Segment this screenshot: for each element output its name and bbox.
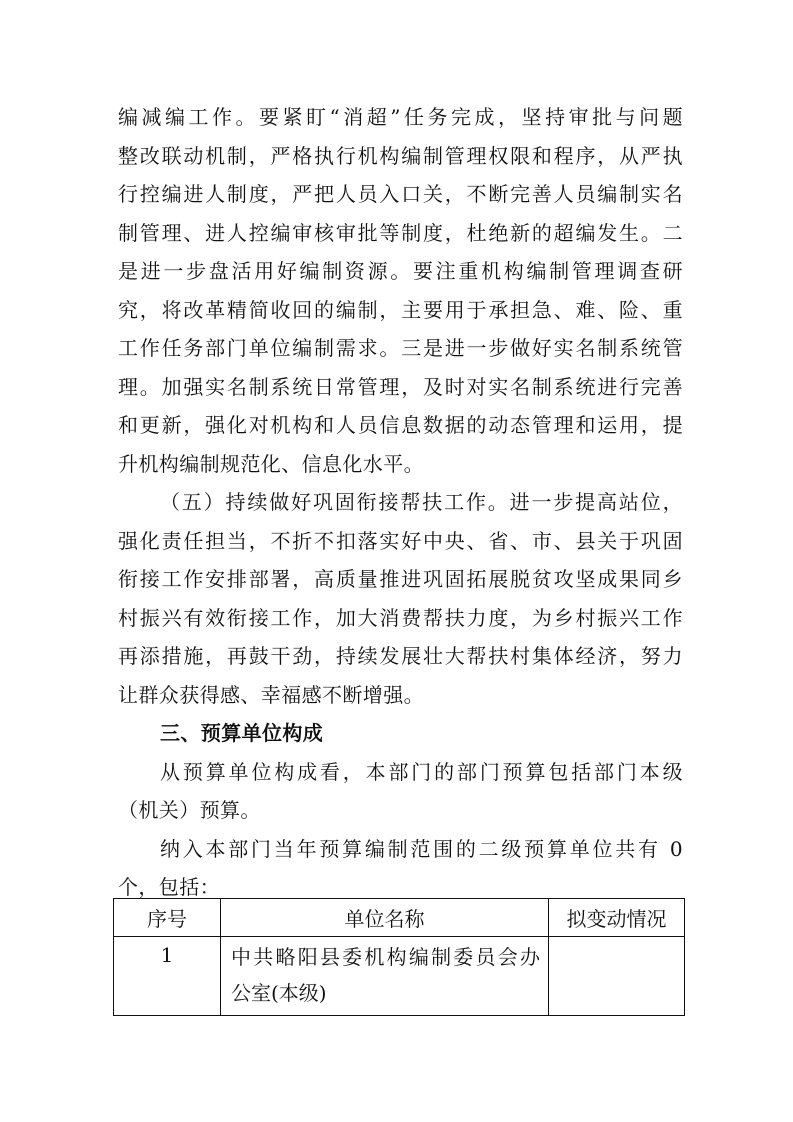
table xyxy=(113,898,685,1016)
paragraph-continuation xyxy=(118,98,683,483)
cell-line: 中共略阳县委机构编制委员会办 xyxy=(231,945,540,969)
header-no: 序号 xyxy=(114,899,221,937)
text-line: 和更新，强化对机构和人员信息数据的动态管理和运用，提 xyxy=(118,413,683,437)
paragraph-five xyxy=(118,483,683,714)
header-change: 拟变动情况 xyxy=(549,899,685,937)
text-line: 编减编工作。要紧盯“消超”任务完成，坚持审批与问题 xyxy=(118,105,683,129)
section-three xyxy=(118,714,683,907)
text-line: 行控编进人制度，严把人员入口关，不断完善人员编制实名 xyxy=(118,182,683,206)
text-line: （五）持续做好巩固衔接帮扶工作。进一步提高站位， xyxy=(160,490,683,514)
text-line: 整改联动机制，严格执行机构编制管理权限和程序，从严执 xyxy=(118,143,683,168)
text-line: 是进一步盘活用好编制资源。要注重机构编制管理调查研 xyxy=(118,259,683,283)
cell-unit-name xyxy=(221,937,549,1016)
text-line: 衔接工作安排部署，高质量推进巩固拓展脱贫攻坚成果同乡 xyxy=(118,567,683,591)
text-line: 强化责任担当，不折不扣落实好中央、省、市、县关于巩固 xyxy=(118,528,683,553)
text-line: 从预算单位构成看，本部门的部门预算包括部门本级 xyxy=(160,759,683,784)
cell-change xyxy=(549,937,685,1016)
text-line: 理。加强实名制系统日常管理，及时对实名制系统进行完善 xyxy=(118,374,683,399)
cell-no: 1 xyxy=(114,937,221,1016)
text-line: 让群众获得感、幸福感不断增强。 xyxy=(118,682,424,707)
budget-unit-table xyxy=(113,898,685,1016)
text-line: 再添措施，再鼓干劲，持续发展壮大帮扶村集体经济，努力 xyxy=(118,644,683,668)
text-line: 升机构编制规范化、信息化水平。 xyxy=(118,451,424,476)
table-header-row xyxy=(114,899,685,937)
header-unit-name: 单位名称 xyxy=(221,899,549,937)
text-line: 村振兴有效衔接工作，加大消费帮扶力度，为乡村振兴工作 xyxy=(118,605,683,630)
text-line: （机关）预算。 xyxy=(118,798,261,822)
table-row xyxy=(114,937,685,1016)
text-line: 制管理、进人控编审核审批等制度，杜绝新的超编发生。二 xyxy=(118,220,683,245)
text-line: 究，将改革精简收回的编制，主要用于承担急、难、险、重 xyxy=(118,297,683,322)
section-heading: 三、预算单位构成 xyxy=(160,721,324,745)
cell-line: 公室(本级) xyxy=(231,981,327,1005)
text-line: 工作任务部门单位编制需求。三是进一步做好实名制系统管 xyxy=(118,336,683,360)
text-line: 纳入本部门当年预算编制范围的二级预算单位共有 0 xyxy=(160,836,683,861)
text-line: 个，包括： xyxy=(118,875,220,899)
